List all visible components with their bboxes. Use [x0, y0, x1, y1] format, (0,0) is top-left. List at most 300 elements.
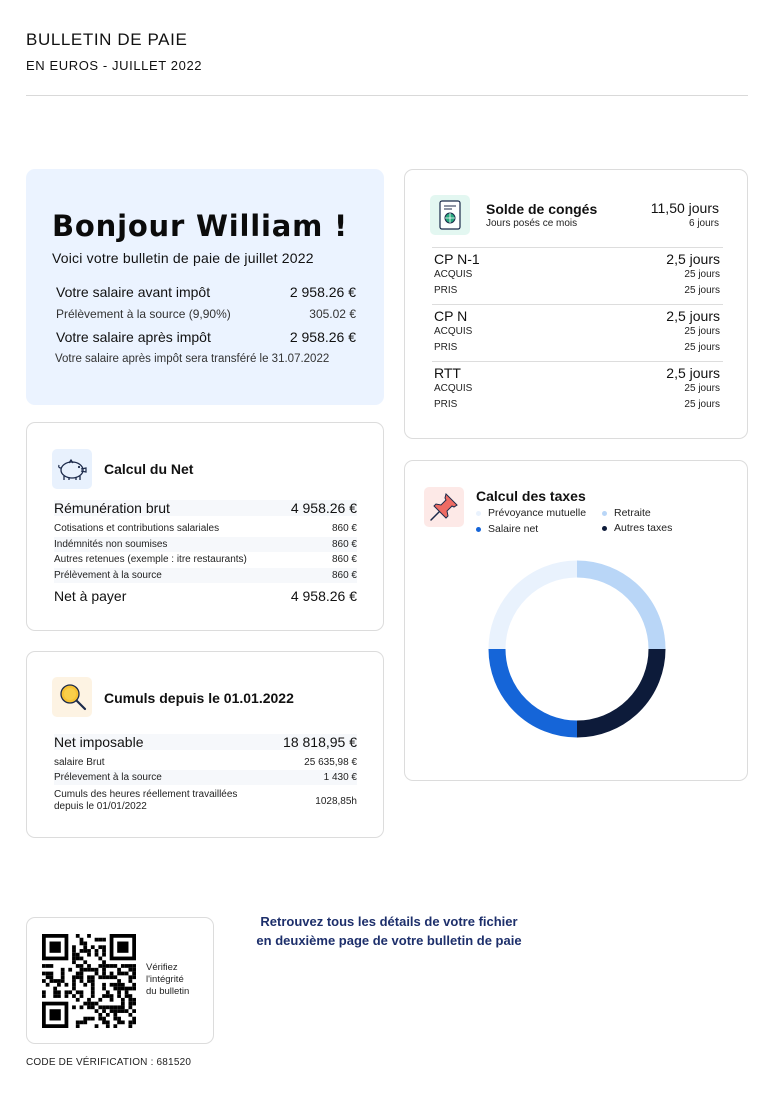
- row-label: Net à payer: [54, 588, 127, 604]
- card-title: Calcul des taxes: [476, 488, 586, 504]
- qr-module: [128, 1005, 132, 1009]
- withholding-tax-row: [56, 307, 356, 321]
- qr-module: [80, 972, 84, 976]
- row-value: 25 jours: [684, 399, 720, 410]
- qr-module: [46, 972, 50, 976]
- qr-module: [113, 1009, 117, 1013]
- qr-module: [72, 949, 76, 953]
- greeting-intro: Voici votre bulletin de paie de juillet 2022: [52, 250, 314, 266]
- qr-module: [113, 964, 117, 968]
- qr-module: [128, 975, 132, 979]
- legend-swatch: [602, 526, 607, 531]
- row-value: 1 430 €: [323, 772, 357, 783]
- transfer-note: Votre salaire après impôt sera transféré le 31.07.2022: [55, 353, 330, 365]
- qr-module: [68, 990, 72, 994]
- qr-module: [117, 1020, 121, 1024]
- row-value: 305.02 €: [309, 307, 356, 321]
- qr-module: [87, 953, 91, 957]
- message-line: Retrouvez tous les détails de votre fichier: [260, 914, 518, 929]
- leave-group-total: 2,5 jours: [666, 308, 720, 324]
- row-label: [54, 789, 237, 813]
- row-label: Prélevement à la source: [54, 772, 162, 783]
- hours-worked-row: [54, 788, 357, 814]
- qr-module: [117, 983, 121, 987]
- row-value: 25 635,98 €: [304, 757, 357, 768]
- qr-module: [87, 964, 91, 968]
- row-value: 25 jours: [684, 383, 720, 394]
- qr-module: [106, 975, 110, 979]
- qr-module: [76, 964, 80, 968]
- qr-module: [80, 942, 84, 946]
- qr-module: [132, 964, 136, 968]
- row-label: Votre salaire après impôt: [56, 329, 211, 345]
- qr-module: [113, 1024, 117, 1028]
- leave-group-cp-n: [434, 308, 720, 324]
- qr-module: [128, 1020, 132, 1024]
- qr-caption-line: Vérifiez: [146, 962, 178, 973]
- cumulative-row: [54, 770, 357, 785]
- qr-module: [91, 1002, 95, 1006]
- qr-module: [125, 994, 129, 998]
- qr-module: [87, 1005, 91, 1009]
- leave-total: 11,50 jours: [650, 200, 719, 216]
- donut-slice-salaire-net: [497, 649, 577, 729]
- qr-module: [117, 1017, 121, 1021]
- qr-module: [125, 972, 129, 976]
- qr-module: [98, 1013, 102, 1017]
- row-value: 860 €: [331, 523, 357, 534]
- qr-module: [102, 987, 106, 991]
- row-value: 860 €: [331, 539, 357, 550]
- salary-before-tax-row: [56, 284, 356, 300]
- qr-module: [121, 964, 125, 968]
- qr-module: [102, 972, 106, 976]
- qr-module: [72, 1005, 76, 1009]
- tax-donut-chart: [487, 559, 667, 739]
- qr-module: [128, 964, 132, 968]
- qr-module: [87, 998, 91, 1002]
- greeting-card: [26, 169, 384, 405]
- qr-module: [102, 983, 106, 987]
- leave-group-cp-n-1: [434, 251, 720, 267]
- qr-module: [72, 979, 76, 983]
- qr-module: [46, 975, 50, 979]
- qr-caption-line: l'intégrité: [146, 974, 184, 985]
- qr-module: [80, 975, 84, 979]
- qr-module: [53, 987, 57, 991]
- qr-module: [98, 957, 102, 961]
- qr-module: [132, 998, 136, 1002]
- qr-module: [68, 968, 72, 972]
- qr-module: [98, 938, 102, 942]
- qr-module: [91, 990, 95, 994]
- qr-module: [50, 964, 54, 968]
- qr-module: [95, 953, 99, 957]
- row-label: ACQUIS: [434, 326, 473, 337]
- qr-module: [121, 998, 125, 1002]
- qr-module: [117, 990, 121, 994]
- qr-module: [98, 998, 102, 1002]
- qr-verification-card: [26, 917, 214, 1044]
- qr-module: [95, 972, 99, 976]
- row-label: PRIS: [434, 342, 458, 353]
- qr-module: [117, 994, 121, 998]
- header-divider: [26, 95, 748, 96]
- qr-module: [80, 949, 84, 953]
- qr-module: [110, 994, 114, 998]
- qr-module: [72, 975, 76, 979]
- qr-module: [72, 945, 76, 949]
- row-label: ACQUIS: [434, 269, 473, 280]
- qr-module: [87, 949, 91, 953]
- qr-module: [61, 972, 65, 976]
- qr-module: [76, 934, 80, 938]
- qr-module: [76, 990, 80, 994]
- qr-module: [106, 1005, 110, 1009]
- qr-module: [106, 1024, 110, 1028]
- qr-module: [83, 960, 87, 964]
- cumulative-row: [54, 755, 357, 770]
- card-subtitle: Jours posés ce mois: [486, 218, 578, 229]
- qr-module: [110, 998, 114, 1002]
- legend-swatch: [476, 527, 481, 532]
- qr-code-icon[interactable]: [42, 934, 136, 1028]
- qr-module: [72, 994, 76, 998]
- qr-module: [113, 975, 117, 979]
- qr-module: [117, 987, 121, 991]
- qr-module: [106, 964, 110, 968]
- qr-module: [87, 975, 91, 979]
- cumulative-card: [26, 651, 384, 838]
- qr-module: [121, 1005, 125, 1009]
- donut-slice-retraite: [577, 569, 657, 649]
- qr-module: [76, 972, 80, 976]
- row-label: Net imposable: [54, 734, 144, 750]
- qr-module: [80, 1005, 84, 1009]
- qr-module: [91, 979, 95, 983]
- qr-module: [76, 1024, 80, 1028]
- qr-module: [57, 994, 61, 998]
- qr-module: [128, 1024, 132, 1028]
- deduction-row: [54, 521, 357, 536]
- qr-module: [46, 964, 50, 968]
- row-label: salaire Brut: [54, 757, 105, 768]
- row-value: 25 jours: [684, 269, 720, 280]
- qr-module: [132, 983, 136, 987]
- qr-module: [57, 990, 61, 994]
- document-subtitle: EN EUROS - JUILLET 2022: [26, 58, 203, 73]
- qr-module: [80, 968, 84, 972]
- row-value: 1028,85h: [315, 795, 357, 807]
- details-message: [230, 912, 548, 950]
- row-label: Prélèvement à la source (9,90%): [56, 307, 231, 321]
- card-title: Cumuls depuis le 01.01.2022: [104, 690, 294, 706]
- pushpin-icon: [424, 487, 464, 527]
- qr-module: [132, 1002, 136, 1006]
- qr-module: [132, 987, 136, 991]
- row-value: 860 €: [331, 554, 357, 565]
- qr-module: [102, 975, 106, 979]
- qr-module: [102, 1020, 106, 1024]
- magnifier-icon: [52, 677, 92, 717]
- qr-module: [65, 994, 69, 998]
- qr-module: [125, 990, 129, 994]
- qr-module: [117, 979, 121, 983]
- qr-module: [113, 983, 117, 987]
- legend-item-salaire-net: [476, 523, 538, 535]
- row-label: Votre salaire avant impôt: [56, 284, 211, 300]
- legend-label: Retraite: [614, 507, 651, 519]
- qr-module: [128, 998, 132, 1002]
- qr-caption: [146, 962, 206, 998]
- qr-module: [102, 938, 106, 942]
- legend-swatch: [476, 511, 481, 516]
- qr-module: [91, 1017, 95, 1021]
- deduction-row: [54, 552, 357, 567]
- qr-module: [83, 1017, 87, 1021]
- qr-module: [132, 972, 136, 976]
- qr-module: [91, 945, 95, 949]
- qr-module: [91, 1005, 95, 1009]
- qr-module: [57, 983, 61, 987]
- verification-code: CODE DE VÉRIFICATION : 681520: [26, 1057, 192, 1068]
- qr-module: [95, 1002, 99, 1006]
- legend-item-retraite: [602, 507, 651, 519]
- card-title: Calcul du Net: [104, 461, 194, 477]
- row-value: 4 958.26 €: [290, 500, 357, 516]
- qr-module: [83, 1020, 87, 1024]
- qr-module: [98, 945, 102, 949]
- row-value: 2 958.26 €: [289, 329, 356, 345]
- leave-group-rtt: [434, 365, 720, 381]
- qr-module: [98, 1005, 102, 1009]
- qr-module: [91, 975, 95, 979]
- qr-module: [102, 960, 106, 964]
- divider: [432, 304, 723, 305]
- net-to-pay-row: [54, 588, 357, 604]
- qr-module: [102, 964, 106, 968]
- qr-module: [106, 1013, 110, 1017]
- message-line: en deuxième page de votre bulletin de paie: [256, 933, 522, 948]
- qr-module: [91, 983, 95, 987]
- qr-module: [53, 990, 57, 994]
- qr-module: [132, 1020, 136, 1024]
- qr-module: [42, 979, 46, 983]
- qr-module: [91, 994, 95, 998]
- row-value: 4 958.26 €: [290, 588, 357, 604]
- qr-module: [125, 1009, 129, 1013]
- qr-module: [91, 987, 95, 991]
- leave-posed: 6 jours: [688, 218, 719, 229]
- card-title: Solde de congés: [486, 201, 598, 217]
- qr-module: [50, 972, 54, 976]
- qr-module: [110, 1009, 114, 1013]
- leave-group-name: CP N-1: [434, 251, 480, 267]
- legend-item-prevoyance: [476, 507, 586, 519]
- leave-group-total: 2,5 jours: [666, 251, 720, 267]
- qr-module: [110, 964, 114, 968]
- piggy-bank-icon: [52, 449, 92, 489]
- qr-module: [50, 942, 61, 953]
- leave-balance-card: [404, 169, 748, 439]
- qr-module: [98, 975, 102, 979]
- deduction-row: [54, 537, 357, 552]
- qr-module: [61, 968, 65, 972]
- qr-module: [87, 979, 91, 983]
- qr-module: [128, 979, 132, 983]
- qr-module: [50, 1009, 61, 1020]
- row-label: PRIS: [434, 399, 458, 410]
- qr-module: [110, 1005, 114, 1009]
- qr-module: [76, 1020, 80, 1024]
- qr-module: [80, 957, 84, 961]
- qr-module: [95, 1009, 99, 1013]
- qr-module: [102, 994, 106, 998]
- row-label: Cotisations et contributions salariales: [54, 523, 220, 534]
- tax-calculation-card: [404, 460, 748, 781]
- greeting-title: Bonjour William !: [52, 209, 349, 243]
- qr-module: [102, 1017, 106, 1021]
- donut-slice-pr-voyance-mutuelle: [497, 569, 577, 649]
- net-calculation-card: [26, 422, 384, 631]
- qr-module: [80, 1020, 84, 1024]
- qr-module: [132, 968, 136, 972]
- legend-swatch: [602, 511, 607, 516]
- qr-module: [87, 968, 91, 972]
- leave-acquired-row: [434, 326, 720, 337]
- qr-module: [65, 990, 69, 994]
- legend-label: Autres taxes: [614, 522, 673, 534]
- qr-module: [128, 994, 132, 998]
- document-title: BULLETIN DE PAIE: [26, 30, 188, 49]
- qr-module: [76, 975, 80, 979]
- qr-module: [53, 994, 57, 998]
- qr-module: [87, 934, 91, 938]
- qr-module: [121, 1002, 125, 1006]
- qr-module: [102, 945, 106, 949]
- qr-module: [113, 987, 117, 991]
- qr-module: [42, 972, 46, 976]
- qr-module: [61, 975, 65, 979]
- gross-salary-row: [54, 500, 357, 516]
- qr-module: [57, 979, 61, 983]
- qr-module: [50, 975, 54, 979]
- qr-module: [106, 990, 110, 994]
- row-label: Autres retenues (exemple : itre restaurants): [54, 554, 247, 565]
- legend-label: Prévoyance mutuelle: [488, 507, 587, 519]
- row-label: Rémunération brut: [54, 500, 170, 516]
- qr-module: [42, 990, 46, 994]
- row-label: Indémnités non soumises: [54, 539, 168, 550]
- hours-label-line-2: depuis le 01/01/2022: [54, 801, 147, 812]
- leave-group-total: 2,5 jours: [666, 365, 720, 381]
- hours-label-line-1: Cumuls des heures réellement travaillées: [54, 789, 238, 800]
- row-value: 860 €: [331, 570, 357, 581]
- divider: [432, 247, 723, 248]
- leave-acquired-row: [434, 269, 720, 280]
- qr-module: [102, 949, 106, 953]
- qr-module: [110, 972, 114, 976]
- qr-module: [83, 1002, 87, 1006]
- row-label: Prélèvement à la source: [54, 570, 162, 581]
- qr-module: [80, 964, 84, 968]
- qr-module: [80, 994, 84, 998]
- donut-slice-autres-taxes: [577, 649, 657, 729]
- qr-module: [72, 953, 76, 957]
- qr-module: [117, 968, 121, 972]
- qr-module: [132, 1009, 136, 1013]
- qr-module: [102, 968, 106, 972]
- qr-module: [65, 983, 69, 987]
- qr-module: [128, 1013, 132, 1017]
- qr-module: [95, 1024, 99, 1028]
- qr-module: [128, 987, 132, 991]
- qr-module: [76, 998, 80, 1002]
- qr-module: [132, 1017, 136, 1021]
- qr-caption-line: du bulletin: [146, 986, 190, 997]
- qr-module: [76, 953, 80, 957]
- qr-module: [117, 1009, 121, 1013]
- qr-module: [42, 964, 46, 968]
- qr-module: [132, 975, 136, 979]
- divider: [432, 361, 723, 362]
- qr-module: [102, 1005, 106, 1009]
- qr-module: [72, 987, 76, 991]
- qr-module: [91, 968, 95, 972]
- qr-module: [80, 938, 84, 942]
- qr-module: [83, 942, 87, 946]
- qr-module: [102, 1009, 106, 1013]
- qr-module: [95, 949, 99, 953]
- passport-icon: [430, 195, 470, 235]
- row-label: ACQUIS: [434, 383, 473, 394]
- row-value: 18 818,95 €: [283, 734, 357, 750]
- qr-module: [106, 1020, 110, 1024]
- qr-module: [46, 983, 50, 987]
- qr-module: [76, 957, 80, 961]
- qr-module: [83, 945, 87, 949]
- taxable-net-row: [54, 734, 357, 750]
- qr-module: [125, 987, 129, 991]
- legend-label: Salaire net: [488, 523, 539, 535]
- qr-module: [128, 968, 132, 972]
- qr-module: [121, 972, 125, 976]
- qr-module: [83, 949, 87, 953]
- salary-after-tax-row: [56, 329, 356, 345]
- qr-module: [53, 979, 57, 983]
- qr-module: [72, 957, 76, 961]
- qr-module: [117, 972, 121, 976]
- qr-module: [72, 960, 76, 964]
- qr-module: [113, 1013, 117, 1017]
- qr-module: [83, 968, 87, 972]
- leave-group-name: CP N: [434, 308, 468, 324]
- qr-module: [98, 964, 102, 968]
- qr-module: [61, 979, 65, 983]
- qr-module: [80, 979, 84, 983]
- leave-taken-row: [434, 342, 720, 353]
- qr-module: [110, 975, 114, 979]
- qr-module: [87, 1017, 91, 1021]
- qr-module: [106, 994, 110, 998]
- qr-module: [87, 1002, 91, 1006]
- qr-module: [117, 942, 128, 953]
- row-value: 25 jours: [684, 285, 720, 296]
- qr-module: [98, 1017, 102, 1021]
- row-value: 2 958.26 €: [289, 284, 356, 300]
- qr-module: [113, 1017, 117, 1021]
- qr-module: [125, 964, 129, 968]
